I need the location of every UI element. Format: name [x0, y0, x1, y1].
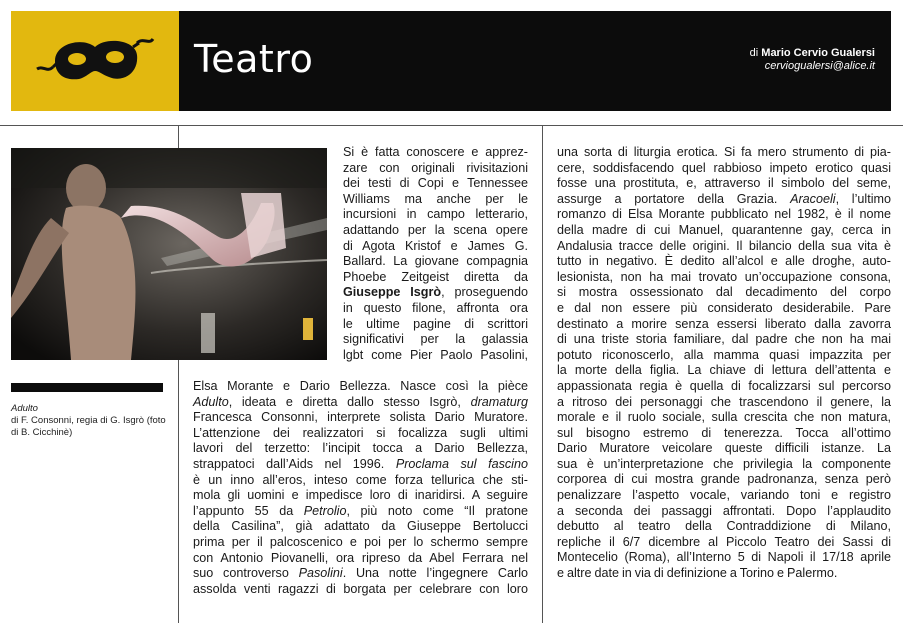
text-line: mola gli uomini e impedisce loro di inaridirsi. A seguire	[193, 488, 528, 503]
text-line: Elsa Morante e Dario Bellezza. Nasce così la pièce	[193, 379, 528, 393]
caption-title: Adulto	[11, 403, 38, 414]
text-line	[193, 395, 528, 411]
text-line: della madre di cui Manuel, quarantenne gay, cerca in	[557, 222, 891, 237]
text-line: repliche il 6/7 dicembre al Piccolo Teatro dei Sassi di	[557, 534, 891, 549]
author-name: Mario Cervio Gualersi	[761, 47, 875, 59]
photo-caption	[11, 403, 169, 439]
text-line: cere, soddisfacendo quel rabbioso impeto erotico quasi	[557, 160, 891, 175]
theatre-logo	[11, 11, 179, 111]
text-line: le ultime pagine di scrittori	[343, 316, 528, 331]
stage-photo	[11, 148, 327, 360]
text-line	[193, 566, 528, 582]
text-line: sua è un’interpretazione che privilegia la componente	[557, 456, 891, 471]
text-line: di Agota Kristof e James G.	[343, 238, 528, 253]
title-adulto: Adulto	[193, 394, 229, 409]
article-column-1	[343, 145, 528, 363]
text-line: Phoebe Zeitgeist diretta da	[343, 269, 528, 284]
header-banner	[11, 11, 891, 111]
text-line: prima per il palcoscenico e poi per lo schermo sempre	[193, 534, 528, 549]
text-line: dei testi di Copi e Tennessee	[343, 176, 528, 191]
text-fragment: suo controverso	[193, 566, 299, 581]
text-line: a ritroso dei personaggi che trascendono il genere, la	[557, 394, 891, 409]
text-line: appassionata regia è quella di focalizzarsi sul percorso	[557, 378, 891, 393]
author-email[interactable]: cerviogualersi@alice.it	[764, 60, 875, 72]
text-line: lavori del terzetto: l’incipit tocca a Dario Bellezza,	[193, 441, 528, 456]
section-title: Teatro	[194, 37, 314, 81]
text-line: L’attenzione dei realizzatori si focalizza sugli ultimi	[193, 425, 528, 440]
text-line: in questo filone, affronta ora	[343, 300, 528, 315]
text-line: zare con originali rivisitazioni	[343, 160, 528, 175]
text-line: la morte della figlia. La chiave di lettura dell’attenta e	[557, 363, 891, 378]
text-line: lgbt come Pier Paolo Pasolini,	[343, 347, 528, 362]
text-line: si mostra ossessionato dal decadimento del corpo	[557, 285, 891, 300]
text-fragment: . Una notte l’ingegnere Carlo	[342, 566, 528, 581]
text-line: Andalusia tracce delle origini. Il bilancio della sua vita è	[557, 238, 891, 253]
text-line: tutto in negativo. È dedito all’alcol e alle droghe, auto-	[557, 254, 891, 269]
text-fragment: , proseguendo	[441, 285, 528, 300]
text-line: è un inno all’eros, inteso come forza tellurica che sti-	[193, 472, 528, 487]
text-line: destinato a morire senza essersi liberato dalla zavorra	[557, 316, 891, 331]
text-line	[193, 457, 528, 473]
text-line: adattando per la scena opere	[343, 222, 528, 237]
title-petrolio: Petrolio	[303, 503, 347, 518]
text-line: e dal non essere più considerato desiderabile. Pare	[557, 300, 891, 315]
text-line: fosse una prostituta, e, attraverso il simbolo del seme,	[557, 176, 891, 191]
text-line	[557, 192, 891, 208]
text-line: corporea di cui mostra grande padronanza, senza però	[557, 472, 891, 487]
text-line: assolda venti ragazzi di borgata per celebrare con loro	[193, 581, 528, 596]
text-fragment: l’appunto 55 da	[193, 503, 304, 518]
text-line: Williams ma anche per le	[343, 191, 528, 206]
director-name: Giuseppe Isgrò	[343, 285, 442, 300]
text-line: romanzo di Elsa Morante pubblicato nel 1982, è il nome	[557, 207, 891, 222]
article-column-3	[557, 145, 891, 582]
text-line: penalizzare l’aspetto vocale, variando toni e registro	[557, 488, 891, 503]
text-fragment: assurge a portatore della Grazia.	[557, 191, 791, 206]
text-line	[343, 285, 528, 301]
text-line: sul bisogno estremo di tenerezza. Tocca all’ottimo	[557, 425, 891, 440]
text-line: Francesca Consonni, interprete solista Dario Muratore.	[193, 410, 528, 425]
byline-prefix: di	[749, 47, 762, 59]
text-fragment: , ideata e diretta dallo stesso Isgrò,	[228, 394, 471, 409]
text-line: a seconda dei passaggi affrontati. Dopo l’applaudito	[557, 503, 891, 518]
top-rule	[0, 125, 903, 126]
text-line: debutto al teatro della Contraddizione di Milano,	[557, 519, 891, 534]
title-pasolini: Pasolini	[298, 566, 343, 581]
text-line: potuto riconoscerlo, alla mamma quasi impazzita per	[557, 347, 891, 362]
caption-text: di F. Consonni, regia di G. Isgrò (foto di B. Cicchinè)	[11, 415, 166, 438]
byline	[750, 47, 875, 73]
text-line: Montecelio (Roma), all’Interno 5 di Napoli il 17/18 aprile	[557, 550, 891, 565]
text-line: Dario Muratore veicolare queste difficili istanze. La	[557, 441, 891, 456]
title-proclama: Proclama sul fascino	[395, 456, 528, 471]
text-line: incursioni in campo letterario,	[343, 207, 528, 222]
text-line: morale e il ruolo sociale, sulla crescita che non matura,	[557, 410, 891, 425]
title-aracoeli: Aracoeli	[790, 191, 836, 206]
text-line: con Antonio Piovanelli, ora ripreso da Abel Ferrara nel	[193, 550, 528, 565]
text-line: Ballard. La giovane compagnia	[343, 254, 528, 269]
text-line: di una triste storia familiare, dal padre che non ha mai	[557, 332, 891, 347]
text-line: lesionista, non ha mai trovato un’occupazione consona,	[557, 269, 891, 284]
role-dramaturg: dramaturg	[470, 394, 528, 409]
text-line: della Casilina”, già adattato da Giuseppe Bertolucci	[193, 519, 528, 534]
text-line: Si è fatta conoscere e apprez-	[343, 145, 528, 159]
text-fragment: , l’ultimo	[835, 191, 891, 206]
text-fragment: , più noto come “Il pratone	[346, 503, 528, 518]
text-line: significativi per la galassia	[343, 332, 528, 347]
caption-bar	[11, 383, 163, 392]
article-column-2	[193, 379, 528, 597]
text-line	[193, 504, 528, 520]
text-line: una sorta di liturgia erotica. Si fa mero strumento di pia-	[557, 145, 891, 159]
text-fragment: strappatoci dall’Aids nel 1996.	[193, 456, 396, 471]
column-divider	[542, 126, 543, 623]
theatre-mask-icon	[33, 31, 157, 91]
text-line: e altre date in via di definizione a Torino e Palermo.	[557, 566, 838, 581]
